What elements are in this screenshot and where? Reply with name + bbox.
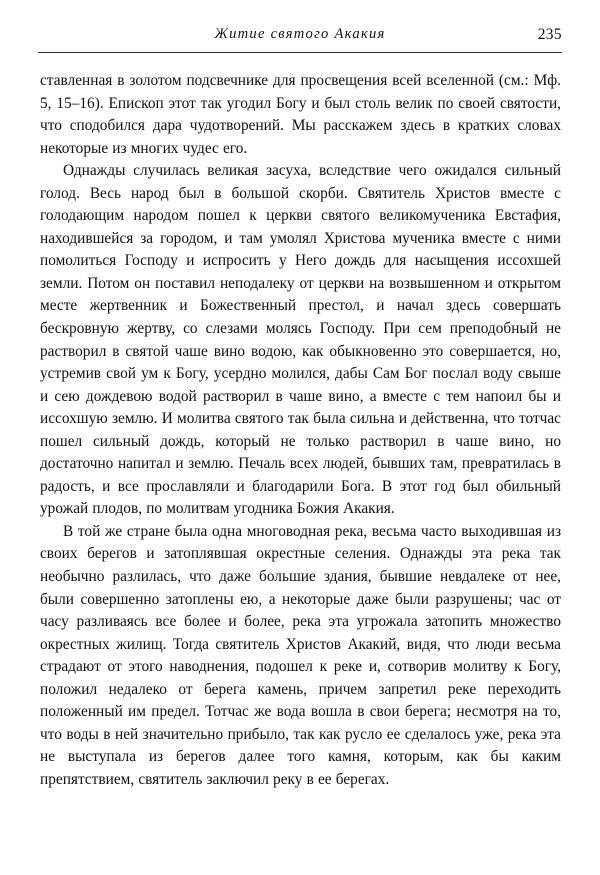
header-rule-divider — [38, 52, 562, 53]
paragraph-drought-miracle: Однажды случилась великая засуха, вследствие чего ожидался сильный голод. Весь народ был в большой скорби. Святитель Христов вместе с голодающим народом пошел к церкви святого великомученика Евстафия, находившейся за городом, и там умолял Христова мученика вместе с ними помолиться Господу и испросить у Него дождь для насыщения иссохшей земли. Потом он поставил неподалеку от церкви на возвышенном и открытом месте жертвенник и Божественный престол, и начал здесь совершать бескровную жертву, со слезами молясь Господу. При сем преподобный не растворил в святой чаше вино водою, как обыкновенно это совершается, но, устремив свой ум к Богу, усердно молился, дабы Сам Бог послал воду свыше и сею дождевою водой растворил в чаше вино, а вместе с тем напоил бы и иссохшую землю. И молитва святого так была сильна и действенна, что тотчас пошел сильный дождь, который не только растворил в чаше вино, но достаточно напитал и землю. Печаль всех людей, бывших там, превратилась в радость, и все прославляли и благодарили Бога. В этот год был обильный урожай плодов, по молитвам угодника Божия Акакия. — [40, 162, 561, 518]
running-head-title: Житие святого Акакия — [214, 26, 386, 42]
body-text-block — [40, 70, 561, 792]
running-head — [38, 26, 562, 52]
page-number: 235 — [537, 26, 562, 43]
paragraph-river-miracle: В той же стране была одна многоводная река, весьма часто выходившая из своих берегов и затоплявшая окрестные селения. Однажды эта река так необычно разлилась, что даже большие здания, бывшие невдалеке от нее, были совершенно затоплены ею, а некоторые даже были разрушены; час от часу разливаясь все более и более, река эта угрожала затопить множество окрестных жилищ. Тогда святитель Христов Акакий, видя, что люди весьма страдают от этого наводнения, подошел к реке и, сотворив молитву к Богу, положил недалеко от берега камень, причем запретил реке переходить положенный им предел. Тотчас же вода вошла в свои берега; несмотря на то, что воды в ней значительно прибыло, так как русло ее сделалось уже, река эта не выступала из берегов далее того камня, которым, как бы каким препятствием, святитель заключил реку в ее берегах. — [40, 522, 561, 788]
paragraph-continuation: ставленная в золотом подсвечнике для просвещения всей вселенной (см.: Мф. 5, 15–16). Епископ этот так угодил Богу и был столь велик по своей святости, что сподобился дара чудотворений. Мы расскажем здесь в кратких словах некоторые из многих чудес его. — [40, 72, 561, 157]
